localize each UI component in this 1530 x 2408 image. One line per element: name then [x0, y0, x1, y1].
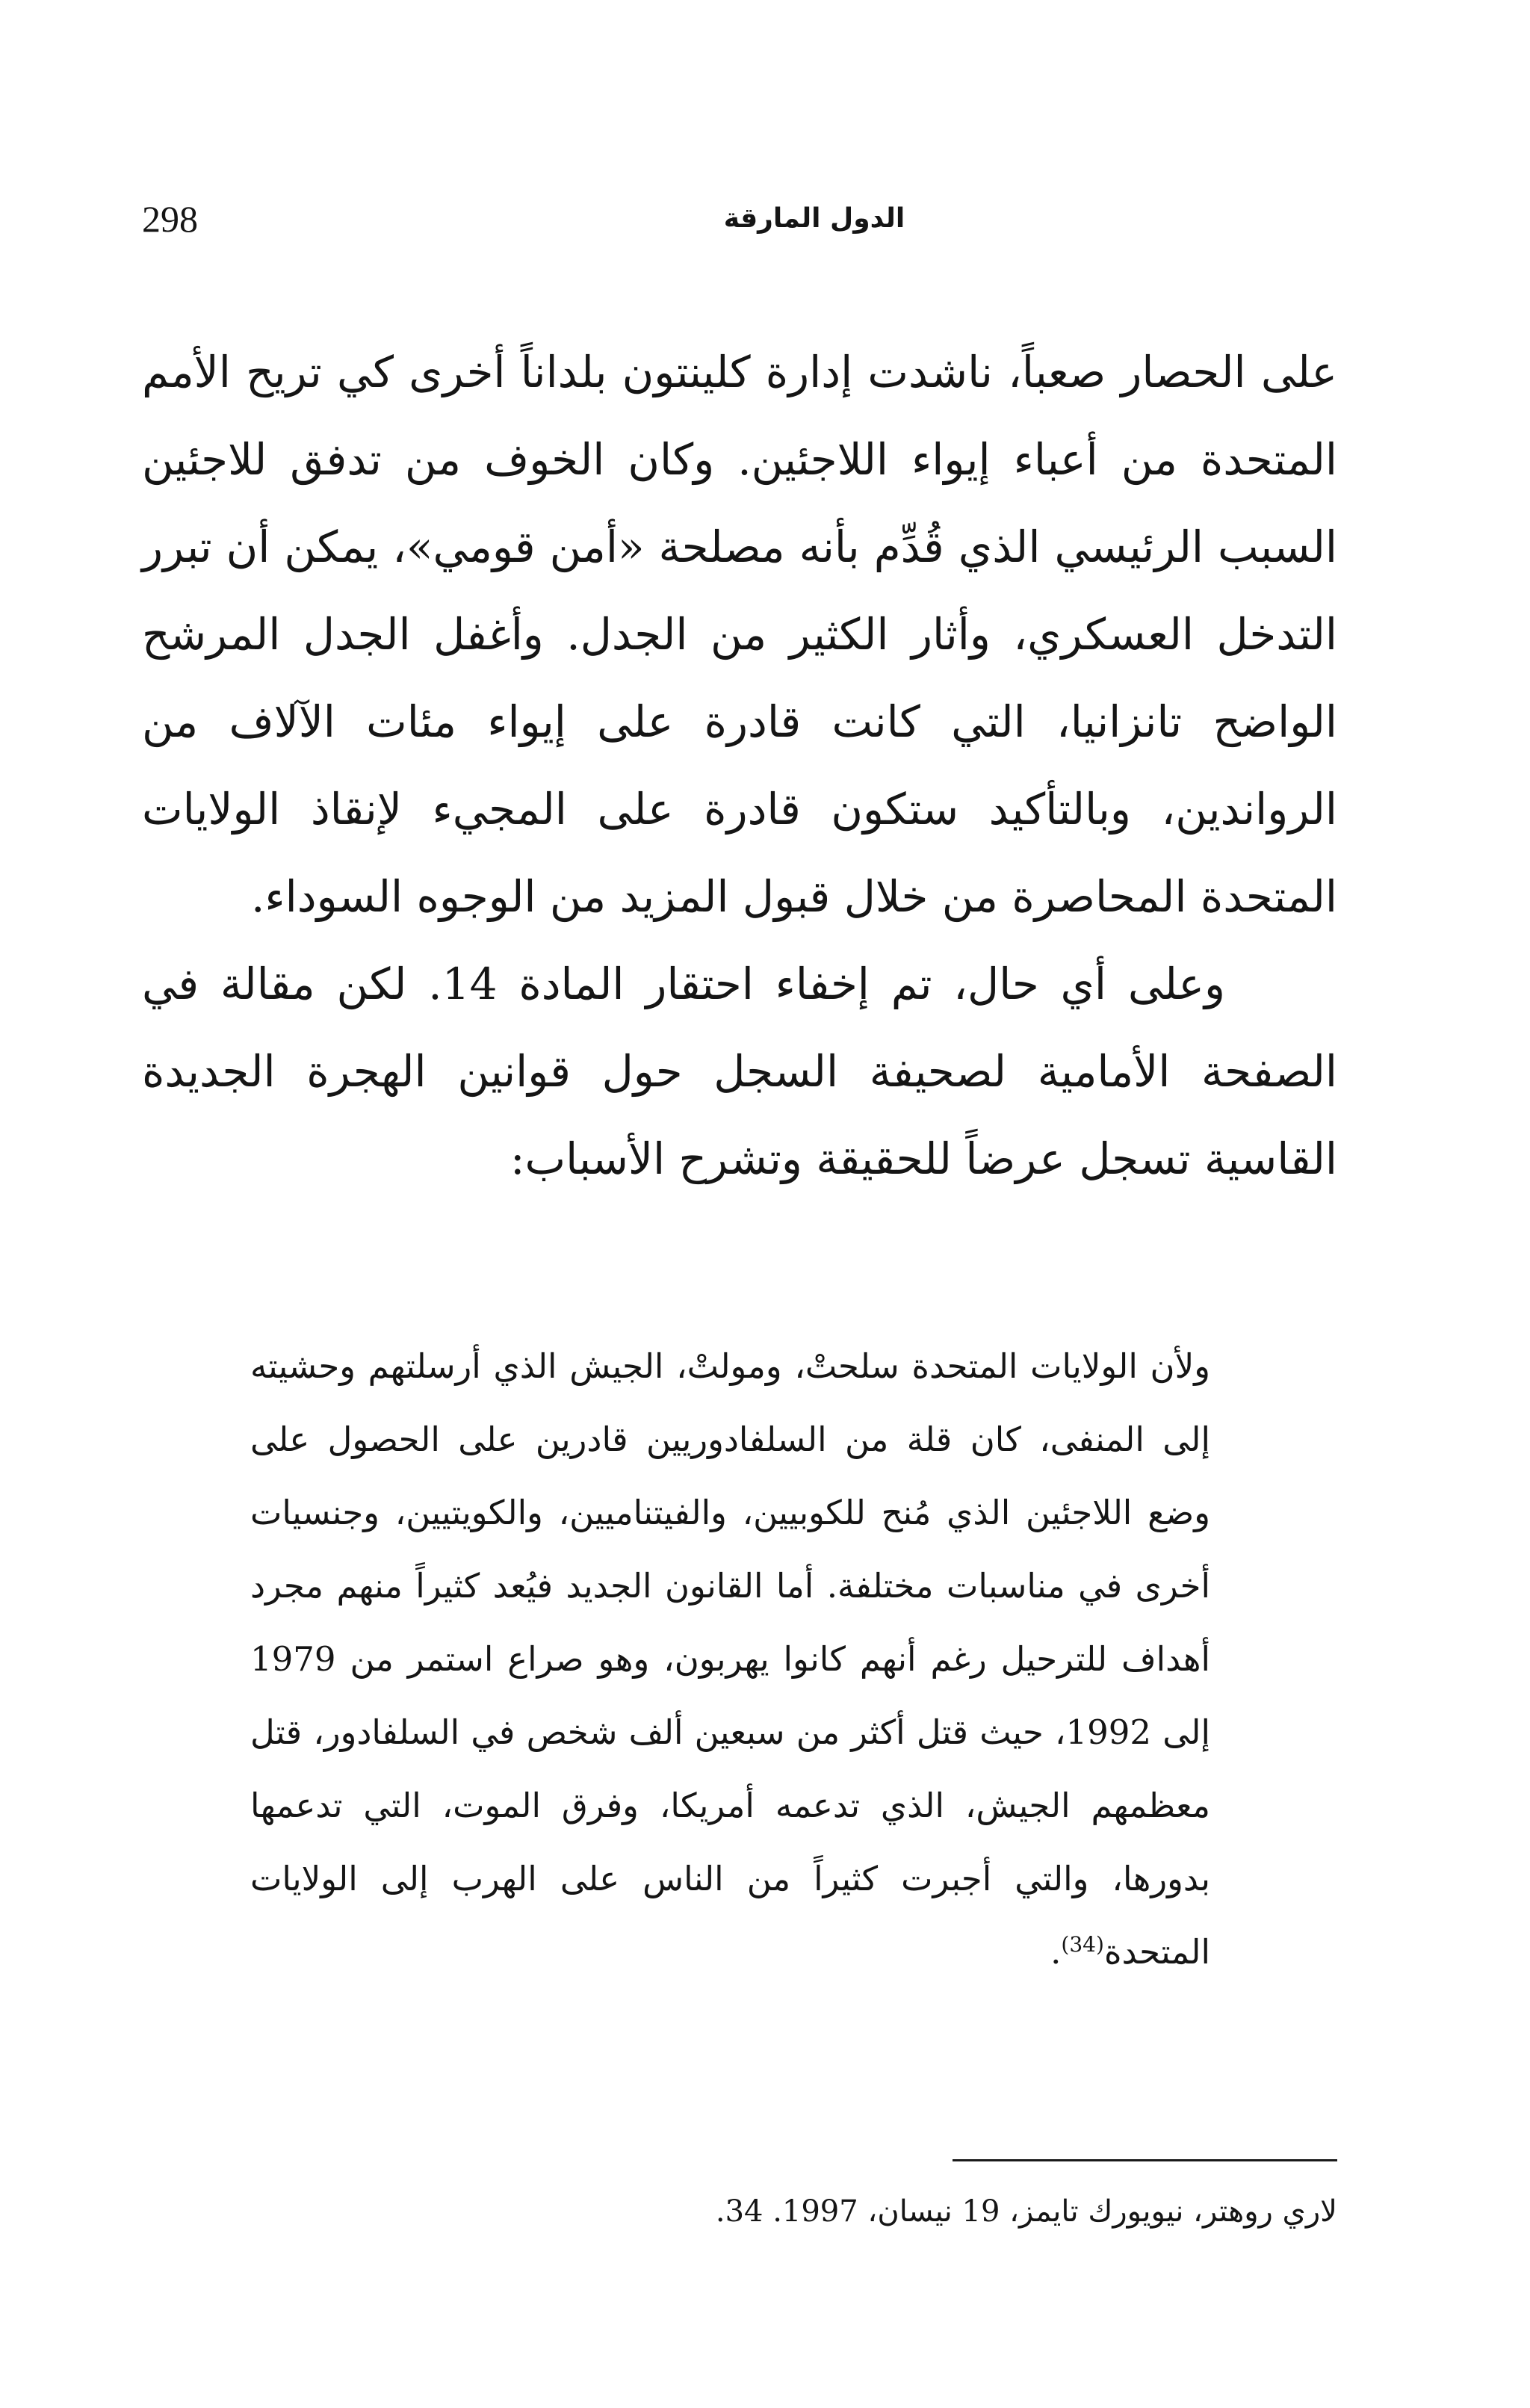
footnote-text: لاري روهتر، نيويورك تايمز، 19 نيسان، 1997. — [772, 2194, 1337, 2229]
footnote-reference: (34) — [1061, 1932, 1104, 1957]
footnote-divider — [953, 2159, 1337, 2161]
running-title: الدول المارقة — [723, 203, 905, 234]
block-quote-text: ولأن الولايات المتحدة سلحتْ، ومولتْ، الجيش الذي أرسلتهم وحشيته إلى المنفى، كان قلة من السلفادوريين قادرين على الحصول على وضع اللاجئين الذي مُنح للكوبيين، والفيتناميين، والكويتيين، وجنسيات أخرى في مناسبات مختلفة. أما القانون الجديد فيُعد كثيراً منهم مجرد أهداف للترحيل رغم أنهم كانوا يهربون، وهو صراع استمر من 1979 إلى 1992، حيث قتل أكثر من سبعين ألف شخص في السلفادور، قتل معظمهم الجيش، الذي تدعمه أمريكا، وفرق الموت، التي تدعمها بدورها، والتي أجبرت كثيراً من الناس على الهرب إلى الولايات المتحدة — [250, 1346, 1210, 1972]
footnote — [142, 2182, 1337, 2241]
page-number: 298 — [142, 198, 198, 240]
page-header — [142, 193, 1337, 245]
body-paragraph-2: وعلى أي حال، تم إخفاء احتقار المادة 14. لكن مقالة في الصفحة الأمامية لصحيفة السجل حول قوانين الهجرة الجديدة القاسية تسجل عرضاً للحقيقة وتشرح الأسباب: — [142, 959, 1337, 1184]
block-quote — [250, 1330, 1210, 1989]
footnote-number: 34. — [715, 2194, 764, 2229]
body-paragraph-1: على الحصار صعباً، ناشدت إدارة كلينتون بلداناً أخرى كي تريح الأمم المتحدة من أعباء إيواء اللاجئين. وكان الخوف من تدفق للاجئين السبب الرئيسي الذي قُدِّم بأنه مصلحة «أمن قومي»، يمكن أن تبرر التدخل العسكري، وأثار الكثير من الجدل. وأغفل الجدل المرشح الواضح تانزانيا، التي كانت قادرة على إيواء مئات الآلاف من الرواندين، وبالتأكيد ستكون قادرة على المجيء لإنقاذ الولايات المتحدة المحاصرة من خلال قبول المزيد من الوجوه السوداء. — [142, 347, 1337, 922]
main-text — [142, 329, 1337, 1203]
block-quote-end: . — [1050, 1932, 1062, 1972]
